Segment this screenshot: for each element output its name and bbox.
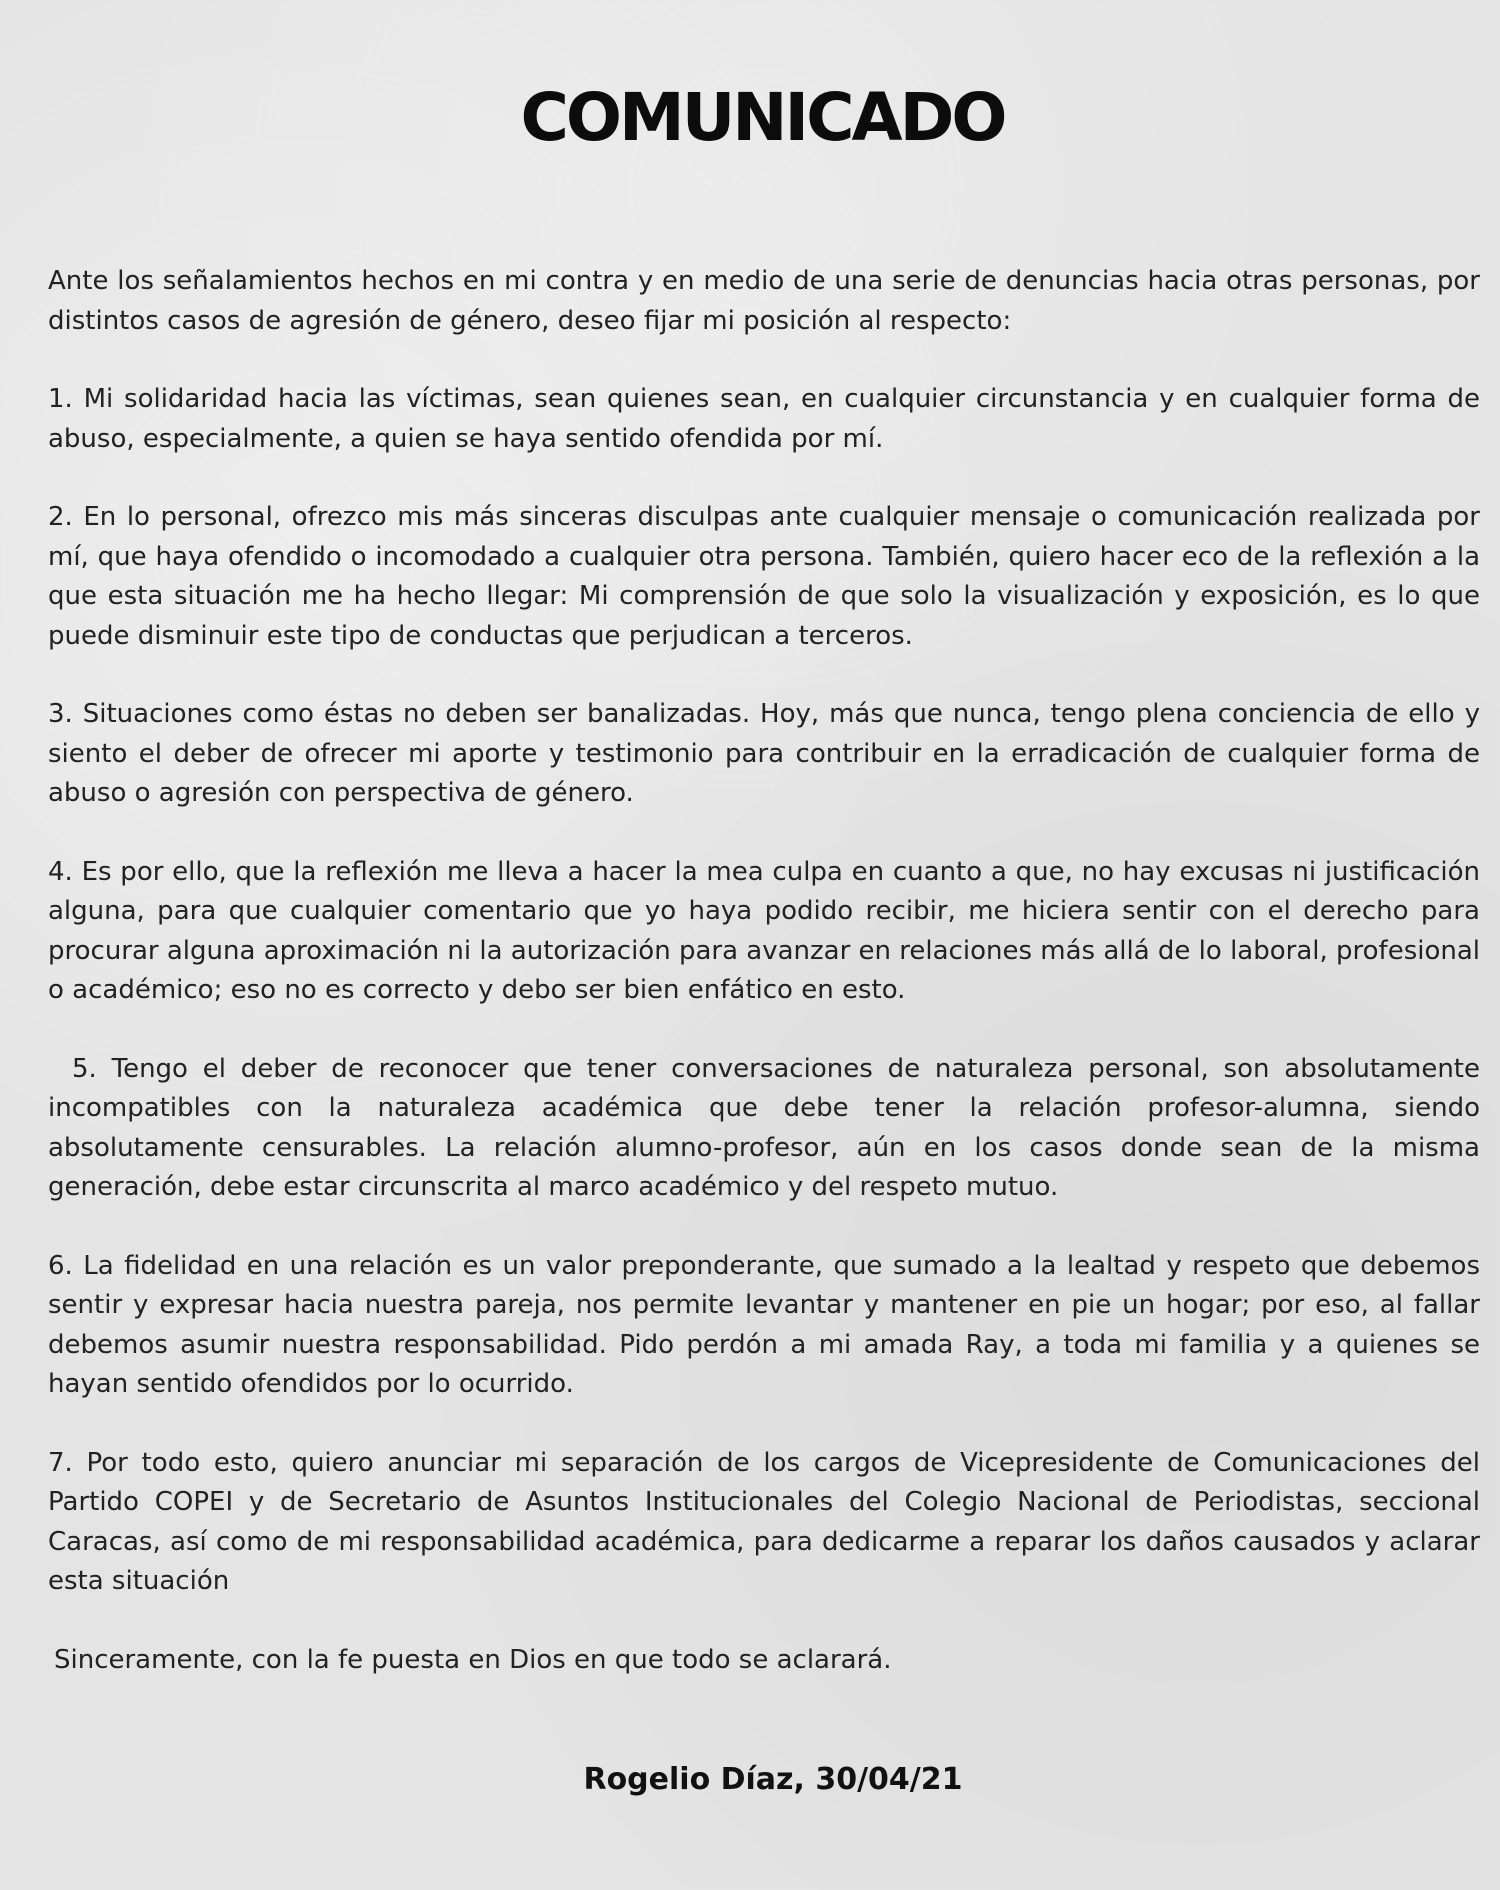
signature: Rogelio Díaz, 30/04/21 xyxy=(583,1762,963,1797)
closing-line: Sinceramente, con la fe puesta en Dios en que todo se aclarará. xyxy=(54,1644,892,1675)
point-3-paragraph: 3. Situaciones como éstas no deben ser banalizadas. Hoy, más que nunca, tengo plena conciencia de ello y siento el deber de ofrecer mi aporte y testimonio para contribuir en la erradicación de cualquier forma de abuso o agresión con perspectiva de género. xyxy=(48,699,1480,808)
document-title: COMUNICADO xyxy=(520,79,1005,156)
point-7-paragraph: 7. Por todo esto, quiero anunciar mi separación de los cargos de Vicepresidente de Comunicaciones del Partido COPEI y de Secretario de Asuntos Institucionales del Colegio Nacional de Periodistas, seccional Caracas, así como de mi responsabilidad académica, para dedicarme a reparar los daños causados y aclarar esta situación xyxy=(48,1447,1480,1596)
point-2-paragraph: 2. En lo personal, ofrezco mis más sinceras disculpas ante cualquier mensaje o comunicación realizada por mí, que haya ofendido o incomodado a cualquier otra persona. También, quiero hacer eco de la reflexión a la que esta situación me ha hecho llegar: Mi comprensión de que solo la visualización y exposición, es lo que puede disminuir este tipo de conductas que perjudican a terceros. xyxy=(48,502,1480,651)
point-1-paragraph: 1. Mi solidaridad hacia las víctimas, sean quienes sean, en cualquier circunstancia y en cualquier forma de abuso, especialmente, a quien se haya sentido ofendida por mí. xyxy=(48,384,1480,454)
document-body xyxy=(48,262,1480,1719)
point-4-paragraph: 4. Es por ello, que la reflexión me lleva a hacer la mea culpa en cuanto a que, no hay excusas ni justificación alguna, para que cualquier comentario que yo haya podido recibir, me hiciera sentir con el derecho para procurar alguna aproximación ni la autorización para avanzar en relaciones más allá de lo laboral, profesional o académico; eso no es correcto y debo ser bien enfático en esto. xyxy=(48,856,1481,1005)
intro-paragraph: Ante los señalamientos hechos en mi contra y en medio de una serie de denuncias hacia otras personas, por distintos casos de agresión de género, deseo fijar mi posición al respecto: xyxy=(48,266,1480,336)
point-5-paragraph: 5. Tengo el deber de reconocer que tener conversaciones de naturaleza personal, son absolutamente incompatibles con la naturaleza académica que debe tener la relación profesor-alumna, siendo absolutamente censurables. La relación alumno-profesor, aún en los casos donde sean de la misma generación, debe estar circunscrita al marco académico y del respeto mutuo. xyxy=(48,1053,1480,1202)
point-6-paragraph: 6. La fidelidad en una relación es un valor preponderante, que sumado a la lealtad y respeto que debemos sentir y expresar hacia nuestra pareja, nos permite levantar y mantener en pie un hogar; por eso, al fallar debemos asumir nuestra responsabilidad. Pido perdón a mi amada Ray, a toda mi familia y a quienes se hayan sentido ofendidos por lo ocurrido. xyxy=(48,1250,1480,1399)
